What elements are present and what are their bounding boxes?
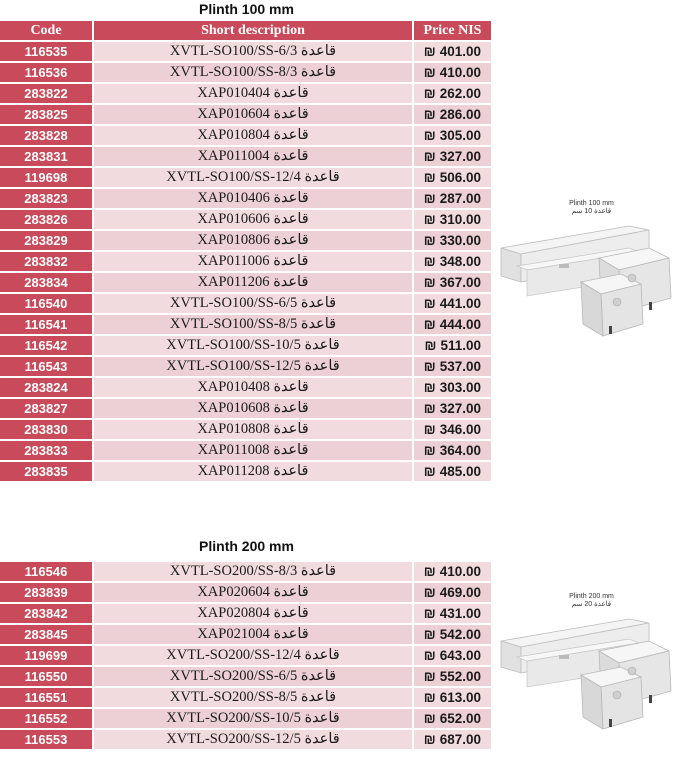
table-row xyxy=(0,273,493,294)
table-row xyxy=(0,84,493,105)
table-row xyxy=(0,147,493,168)
table-row xyxy=(0,189,493,210)
item-price: 485.00 xyxy=(439,464,481,479)
table-row xyxy=(0,336,493,357)
item-code: 283833 xyxy=(0,441,94,462)
table-row xyxy=(0,730,493,751)
item-price-cell xyxy=(414,357,493,378)
currency-symbol: ₪ xyxy=(423,359,436,374)
plinth-illustration xyxy=(499,611,684,751)
item-code: 283834 xyxy=(0,273,94,294)
item-description: XVTL-SO200/SS-12/5 قاعدة xyxy=(94,730,414,751)
item-price-cell xyxy=(414,646,493,667)
item-description: XVTL-SO200/SS-10/5 قاعدة xyxy=(94,709,414,730)
currency-symbol: ₪ xyxy=(423,443,436,458)
item-code: 283827 xyxy=(0,399,94,420)
item-code: 283845 xyxy=(0,625,94,646)
table-row xyxy=(0,357,493,378)
currency-symbol: ₪ xyxy=(423,401,436,416)
item-price-cell xyxy=(414,126,493,147)
item-price-cell xyxy=(414,378,493,399)
table-row xyxy=(0,315,493,336)
table-row xyxy=(0,441,493,462)
item-price-cell xyxy=(414,84,493,105)
table-row xyxy=(0,709,493,730)
table-body-plinth-100 xyxy=(0,42,493,483)
currency-symbol: ₪ xyxy=(423,149,436,164)
currency-symbol: ₪ xyxy=(423,422,436,437)
item-price-cell xyxy=(414,189,493,210)
table-row xyxy=(0,399,493,420)
currency-symbol: ₪ xyxy=(423,107,436,122)
table-row xyxy=(0,168,493,189)
item-price-cell xyxy=(414,462,493,483)
item-code: 116550 xyxy=(0,667,94,688)
table-row xyxy=(0,625,493,646)
price-table-plinth-200 xyxy=(0,562,493,751)
item-price-cell xyxy=(414,63,493,84)
currency-symbol: ₪ xyxy=(424,338,437,353)
plinth-illustration xyxy=(499,218,684,358)
item-price: 303.00 xyxy=(439,380,481,395)
currency-symbol: ₪ xyxy=(423,627,436,642)
item-description: XAP010608 قاعدة xyxy=(94,399,414,420)
table-row xyxy=(0,604,493,625)
item-description: XAP010808 قاعدة xyxy=(94,420,414,441)
section-title-plinth-200: Plinth 200 mm xyxy=(199,538,294,554)
currency-symbol: ₪ xyxy=(423,648,436,663)
table-row xyxy=(0,294,493,315)
item-price-cell xyxy=(414,583,493,604)
item-price-cell xyxy=(414,294,493,315)
item-code: 116541 xyxy=(0,315,94,336)
item-description: XVTL-SO100/SS-12/5 قاعدة xyxy=(94,357,414,378)
item-code: 116553 xyxy=(0,730,94,751)
item-price: 469.00 xyxy=(439,585,481,600)
currency-symbol: ₪ xyxy=(423,464,436,479)
item-price: 401.00 xyxy=(439,44,481,59)
item-price: 537.00 xyxy=(439,359,481,374)
table-row xyxy=(0,252,493,273)
table-row xyxy=(0,378,493,399)
item-description: XVTL-SO200/SS-12/4 قاعدة xyxy=(94,646,414,667)
item-description: XVTL-SO100/SS-6/5 قاعدة xyxy=(94,294,414,315)
item-price-cell xyxy=(414,273,493,294)
item-price-cell xyxy=(414,604,493,625)
currency-symbol: ₪ xyxy=(423,170,436,185)
item-description: XAP010606 قاعدة xyxy=(94,210,414,231)
item-description: XAP011206 قاعدة xyxy=(94,273,414,294)
item-price: 410.00 xyxy=(439,564,481,579)
item-price: 687.00 xyxy=(439,732,481,747)
column-header-price: Price NIS xyxy=(414,21,493,42)
item-price: 511.00 xyxy=(440,338,481,353)
item-price-cell xyxy=(414,231,493,252)
image-caption-arabic: قاعدة 20 سم xyxy=(571,601,612,608)
item-price-cell xyxy=(414,730,493,751)
item-code: 283842 xyxy=(0,604,94,625)
table-row xyxy=(0,420,493,441)
currency-symbol: ₪ xyxy=(423,606,436,621)
item-description: XVTL-SO200/SS-8/3 قاعدة xyxy=(94,562,414,583)
item-price: 346.00 xyxy=(439,422,481,437)
table-header-row xyxy=(0,21,493,42)
item-price: 542.00 xyxy=(439,627,481,642)
currency-symbol: ₪ xyxy=(423,233,436,248)
section-title-plinth-100: Plinth 100 mm xyxy=(199,1,294,17)
item-code: 283829 xyxy=(0,231,94,252)
currency-symbol: ₪ xyxy=(423,690,436,705)
item-code: 283835 xyxy=(0,462,94,483)
item-price-cell xyxy=(414,709,493,730)
item-price-cell xyxy=(414,336,493,357)
table-row xyxy=(0,646,493,667)
table-row xyxy=(0,583,493,604)
currency-symbol: ₪ xyxy=(423,296,436,311)
item-description: XVTL-SO200/SS-6/5 قاعدة xyxy=(94,667,414,688)
item-code: 283823 xyxy=(0,189,94,210)
item-price-cell xyxy=(414,667,493,688)
item-price: 506.00 xyxy=(439,170,481,185)
item-description: XAP011208 قاعدة xyxy=(94,462,414,483)
table-row xyxy=(0,126,493,147)
table-row xyxy=(0,210,493,231)
item-price: 431.00 xyxy=(439,606,481,621)
item-description: XVTL-SO100/SS-8/5 قاعدة xyxy=(94,315,414,336)
item-price-cell xyxy=(414,210,493,231)
currency-symbol: ₪ xyxy=(423,44,436,59)
item-description: XVTL-SO100/SS-12/4 قاعدة xyxy=(94,168,414,189)
item-price: 327.00 xyxy=(439,149,481,164)
item-code: 283824 xyxy=(0,378,94,399)
image-caption: Plinth 100 mm xyxy=(569,200,614,207)
currency-symbol: ₪ xyxy=(423,212,436,227)
item-code: 116535 xyxy=(0,42,94,63)
item-price-cell xyxy=(414,252,493,273)
item-code: 283826 xyxy=(0,210,94,231)
item-code: 283831 xyxy=(0,147,94,168)
item-code: 119699 xyxy=(0,646,94,667)
item-price-cell xyxy=(414,168,493,189)
price-table-plinth-100 xyxy=(0,21,493,483)
item-price: 410.00 xyxy=(439,65,481,80)
item-price: 305.00 xyxy=(439,128,481,143)
item-price-cell xyxy=(414,441,493,462)
item-description: XAP010408 قاعدة xyxy=(94,378,414,399)
item-code: 116543 xyxy=(0,357,94,378)
item-price: 552.00 xyxy=(439,669,481,684)
item-description: XAP011008 قاعدة xyxy=(94,441,414,462)
currency-symbol: ₪ xyxy=(423,86,436,101)
currency-symbol: ₪ xyxy=(423,128,436,143)
item-code: 116542 xyxy=(0,336,94,357)
item-description: XAP020604 قاعدة xyxy=(94,583,414,604)
item-description: XVTL-SO200/SS-8/5 قاعدة xyxy=(94,688,414,709)
item-description: XAP010406 قاعدة xyxy=(94,189,414,210)
item-price: 364.00 xyxy=(439,443,481,458)
item-code: 116546 xyxy=(0,562,94,583)
item-price-cell xyxy=(414,105,493,126)
product-image-plinth-200 xyxy=(499,589,684,749)
item-price: 643.00 xyxy=(439,648,481,663)
table-body-plinth-200 xyxy=(0,562,493,751)
column-header-code: Code xyxy=(0,21,94,42)
table-row xyxy=(0,688,493,709)
item-description: XAP021004 قاعدة xyxy=(94,625,414,646)
item-description: XVTL-SO100/SS-8/3 قاعدة xyxy=(94,63,414,84)
item-price: 367.00 xyxy=(439,275,481,290)
item-price: 310.00 xyxy=(439,212,481,227)
item-price-cell xyxy=(414,315,493,336)
currency-symbol: ₪ xyxy=(423,564,436,579)
table-row xyxy=(0,231,493,252)
item-description: XVTL-SO100/SS-10/5 قاعدة xyxy=(94,336,414,357)
image-caption: Plinth 200 mm xyxy=(569,593,614,600)
item-description: XAP011004 قاعدة xyxy=(94,147,414,168)
currency-symbol: ₪ xyxy=(423,275,436,290)
product-image-plinth-100 xyxy=(499,196,684,356)
item-description: XAP010404 قاعدة xyxy=(94,84,414,105)
item-description: XAP010804 قاعدة xyxy=(94,126,414,147)
item-price: 327.00 xyxy=(439,401,481,416)
currency-symbol: ₪ xyxy=(423,317,436,332)
currency-symbol: ₪ xyxy=(423,191,436,206)
currency-symbol: ₪ xyxy=(423,669,436,684)
item-price-cell xyxy=(414,147,493,168)
item-price-cell xyxy=(414,625,493,646)
item-code: 283839 xyxy=(0,583,94,604)
item-price-cell xyxy=(414,688,493,709)
item-price: 348.00 xyxy=(439,254,481,269)
item-price: 287.00 xyxy=(439,191,481,206)
currency-symbol: ₪ xyxy=(423,254,436,269)
table-row xyxy=(0,667,493,688)
currency-symbol: ₪ xyxy=(423,711,436,726)
item-description: XAP011006 قاعدة xyxy=(94,252,414,273)
item-price: 441.00 xyxy=(439,296,481,311)
item-price: 613.00 xyxy=(439,690,481,705)
item-code: 283825 xyxy=(0,105,94,126)
item-description: XAP010806 قاعدة xyxy=(94,231,414,252)
table-row xyxy=(0,42,493,63)
table-row xyxy=(0,105,493,126)
column-header-description: Short description xyxy=(94,21,414,42)
item-price: 262.00 xyxy=(439,86,481,101)
item-code: 283832 xyxy=(0,252,94,273)
item-price: 286.00 xyxy=(439,107,481,122)
item-code: 116540 xyxy=(0,294,94,315)
item-price-cell xyxy=(414,399,493,420)
item-price-cell xyxy=(414,42,493,63)
table-row xyxy=(0,462,493,483)
item-code: 116551 xyxy=(0,688,94,709)
item-code: 283830 xyxy=(0,420,94,441)
item-description: XAP020804 قاعدة xyxy=(94,604,414,625)
currency-symbol: ₪ xyxy=(423,585,436,600)
currency-symbol: ₪ xyxy=(423,65,436,80)
item-code: 283822 xyxy=(0,84,94,105)
item-price-cell xyxy=(414,420,493,441)
item-code: 116536 xyxy=(0,63,94,84)
item-price: 330.00 xyxy=(439,233,481,248)
currency-symbol: ₪ xyxy=(423,380,436,395)
table-row xyxy=(0,63,493,84)
item-description: XVTL-SO100/SS-6/3 قاعدة xyxy=(94,42,414,63)
item-code: 283828 xyxy=(0,126,94,147)
image-caption-arabic: قاعدة 10 سم xyxy=(571,208,612,215)
item-price: 652.00 xyxy=(439,711,481,726)
currency-symbol: ₪ xyxy=(423,732,436,747)
item-price: 444.00 xyxy=(439,317,481,332)
item-price-cell xyxy=(414,562,493,583)
item-code: 119698 xyxy=(0,168,94,189)
item-description: XAP010604 قاعدة xyxy=(94,105,414,126)
item-code: 116552 xyxy=(0,709,94,730)
table-row xyxy=(0,562,493,583)
